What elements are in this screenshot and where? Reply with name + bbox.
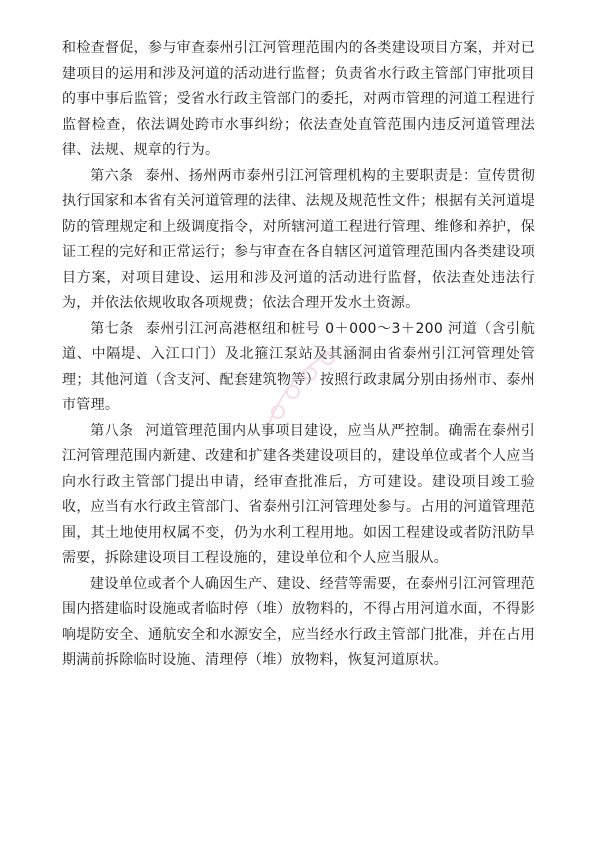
paragraph-text: 河道管理范围内从事项目建设，应当从严控制。确需在泰州引江河管理范围内新建、改建和扩建各类建设项目的，建设单位或者个人应当向水行政主管部门提出申请，经审查批准后，方可建设。建设项目竣工验收，应当有水行政主管部门、省泰州引江河管理处参与。占用的河道管理范围，其土地使用权属不变，仍为水利工程用地。如因工程建设或者防汛防旱需要，拆除建设项目工程设施的，建设单位和个人应当服从。 (62, 422, 535, 566)
article-7 (62, 317, 535, 419)
article-8-clause-2 (62, 572, 535, 674)
paragraph-text: 和检查督促，参与审查泰州引江河管理范围内的各类建设项目方案，并对已建项目的运用和涉及河道的活动进行监督；负责省水行政主管部门审批项目的事中事后监管；受省水行政主管部门的委托，对两市管理的河道工程进行监督检查，依法调处跨市水事纠纷；依法查处直管范围内违反河道管理法律、法规、规章的行为。 (62, 40, 535, 158)
paragraph-text: 泰州、扬州两市泰州引江河管理机构的主要职责是：宣传贯彻执行国家和本省有关河道管理的法律、法规及规范性文件；根据有关河道堤防的管理规定和上级调度指令，对所辖河道工程进行管理、维修和养护，保证工程的完好和正常运行；参与审查在各自辖区河道管理范围内各类建设项目方案，对项目建设、运用和涉及河道的活动进行监督，依法查处违法行为，并依法依规收取各项规费；依法合理开发水土资源。 (62, 167, 535, 311)
article-6 (62, 164, 535, 317)
document-body (62, 36, 535, 674)
paragraph-text: 泰州引江河高港枢纽和桩号 0＋000～3＋200 河道（含引航道、中隔堤、入江口门）及北箍江泵站及其涵洞由省泰州引江河管理处管理；其他河道（含支河、配套建筑物等）按照行政隶属分别由扬州市、泰州市管理。 (62, 320, 535, 413)
article-number: 第六条 (90, 167, 134, 184)
paragraph-continuation (62, 36, 535, 164)
article-number: 第八条 (90, 422, 134, 439)
article-8 (62, 419, 535, 572)
paragraph-text: 建设单位或者个人确因生产、建设、经营等需要，在泰州引江河管理范围内搭建临时设施或者临时停（堆）放物料的，不得占用河道水面，不得影响堤防安全、通航安全和水源安全，应当经水行政主管部门批准，并在占用期满前拆除临时设施、清理停（堆）放物料，恢复河道原状。 (62, 575, 535, 668)
article-number: 第七条 (90, 320, 134, 337)
